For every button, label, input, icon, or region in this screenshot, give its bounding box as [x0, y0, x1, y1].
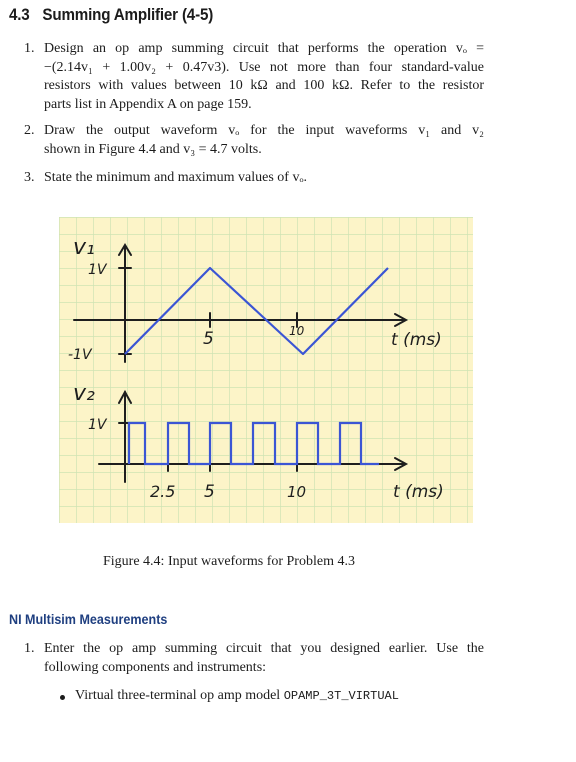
problem-number: 2. — [24, 123, 35, 138]
problem-3-line-1: State the minimum and maximum values of vₒ. — [44, 170, 307, 185]
multisim-heading: NI Multisim Measurements — [9, 612, 168, 627]
v2-1v-label: 1V — [88, 417, 107, 433]
section-number: 4.3 — [9, 6, 30, 24]
multisim-item-number: 1. — [24, 641, 35, 656]
multisim-item-1-line-1: Enter the op amp summing circuit that you designed earlier. Use the — [44, 641, 484, 656]
problem-3 — [24, 169, 484, 188]
waveform-figure — [59, 217, 473, 523]
problem-1-line-4: parts list in Appendix A on page 159. — [44, 96, 252, 112]
graph-paper-grid — [59, 217, 473, 523]
problem-number: 3. — [24, 170, 35, 185]
problem-2 — [24, 122, 484, 159]
v1-tick-label-5: 5 — [203, 329, 214, 349]
bullet-text: Virtual three-terminal op amp model — [75, 688, 281, 703]
v2-tick-label-2-5: 2.5 — [150, 482, 176, 501]
v2-tick-label-5: 5 — [204, 482, 215, 502]
problem-1 — [24, 40, 484, 114]
problem-1-line-3: resistors with values between 10 kΩ and 100 kΩ. Refer to the resistor — [44, 78, 484, 93]
v1-tick-label-10: 10 — [289, 324, 305, 338]
problem-2-line-1: Draw the output waveform vₒ for the input waveforms v₁ and v₂ — [44, 123, 484, 138]
v2-time-axis-label: t (ms) — [393, 482, 444, 502]
v1-label: v₁ — [73, 235, 95, 260]
problem-1-line-2: −(2.14v₁ + 1.00v₂ + 0.47v3). Use not more than four standard-value — [44, 59, 484, 75]
multisim-item-1-line-2: following components and instruments: — [44, 659, 267, 675]
component-bullet — [60, 688, 399, 704]
section-heading — [9, 6, 213, 25]
multisim-item-1 — [24, 640, 484, 677]
v2-tick-label-10: 10 — [287, 483, 307, 501]
problem-2-line-2: shown in Figure 4.4 and v₃ = 4.7 volts. — [44, 141, 262, 157]
section-title: Summing Amplifier (4-5) — [42, 6, 214, 24]
bullet-dot — [60, 695, 65, 700]
bullet-code: OPAMP_3T_VIRTUAL — [283, 689, 399, 703]
v2-label: v₂ — [73, 381, 95, 406]
v1-time-axis-label: t (ms) — [391, 330, 442, 350]
figure-caption: Figure 4.4: Input waveforms for Problem 4.3 — [103, 554, 355, 569]
problem-number: 1. — [24, 41, 35, 56]
v1-neg-1v-label: -1V — [68, 347, 92, 363]
problem-1-line-1: Design an op amp summing circuit that performs the operation vₒ = — [44, 41, 484, 56]
v1-pos-1v-label: 1V — [88, 262, 107, 278]
